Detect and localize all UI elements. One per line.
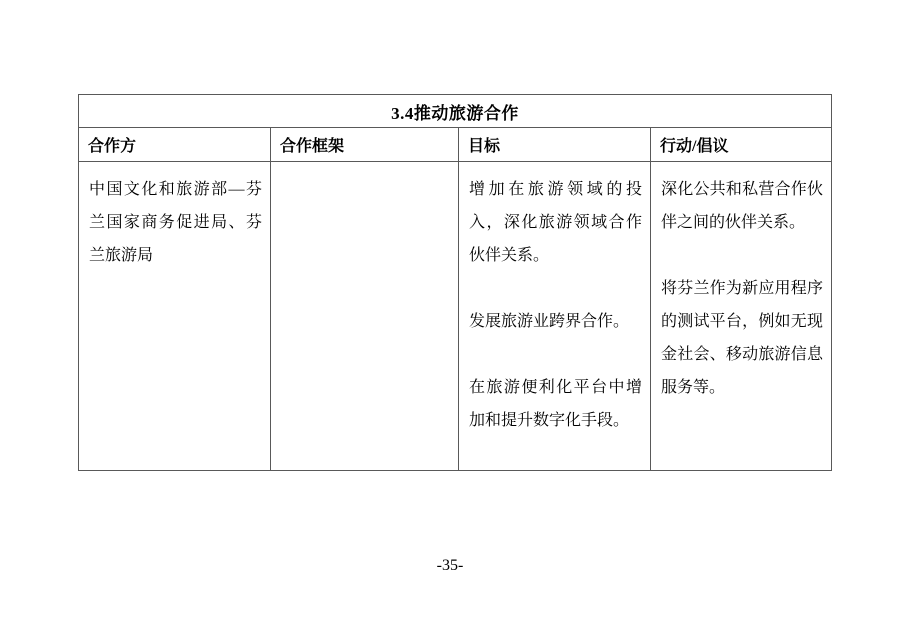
table-title: 3.4推动旅游合作 — [79, 95, 832, 128]
cell-framework — [271, 162, 459, 471]
column-header-partner: 合作方 — [79, 128, 271, 162]
goal-paragraph: 发展旅游业跨界合作。 — [469, 313, 630, 330]
action-paragraph: 将芬兰作为新应用程序的测试平台，例如无现金社会、移动旅游信息服务等。 — [661, 280, 823, 396]
table-row — [79, 162, 832, 471]
table-title-row — [79, 95, 832, 128]
partner-text: 中国文化和旅游部—芬兰国家商务促进局、芬兰旅游局 — [89, 181, 262, 264]
action-paragraph: 深化公共和私营合作伙伴之间的伙伴关系。 — [661, 181, 823, 231]
column-header-action: 行动/倡议 — [651, 128, 832, 162]
column-header-framework: 合作框架 — [271, 128, 459, 162]
cell-partner — [79, 162, 271, 471]
cell-goals — [459, 162, 651, 471]
tourism-cooperation-table — [78, 94, 832, 471]
table-header-row — [79, 128, 832, 162]
page-number: -35- — [436, 557, 464, 574]
goal-paragraph: 在旅游便利化平台中增加和提升数字化手段。 — [469, 379, 642, 429]
goal-paragraph: 增加在旅游领域的投入，深化旅游领域合作伙伴关系。 — [469, 181, 642, 264]
column-header-goal: 目标 — [459, 128, 651, 162]
cell-actions — [651, 162, 832, 471]
